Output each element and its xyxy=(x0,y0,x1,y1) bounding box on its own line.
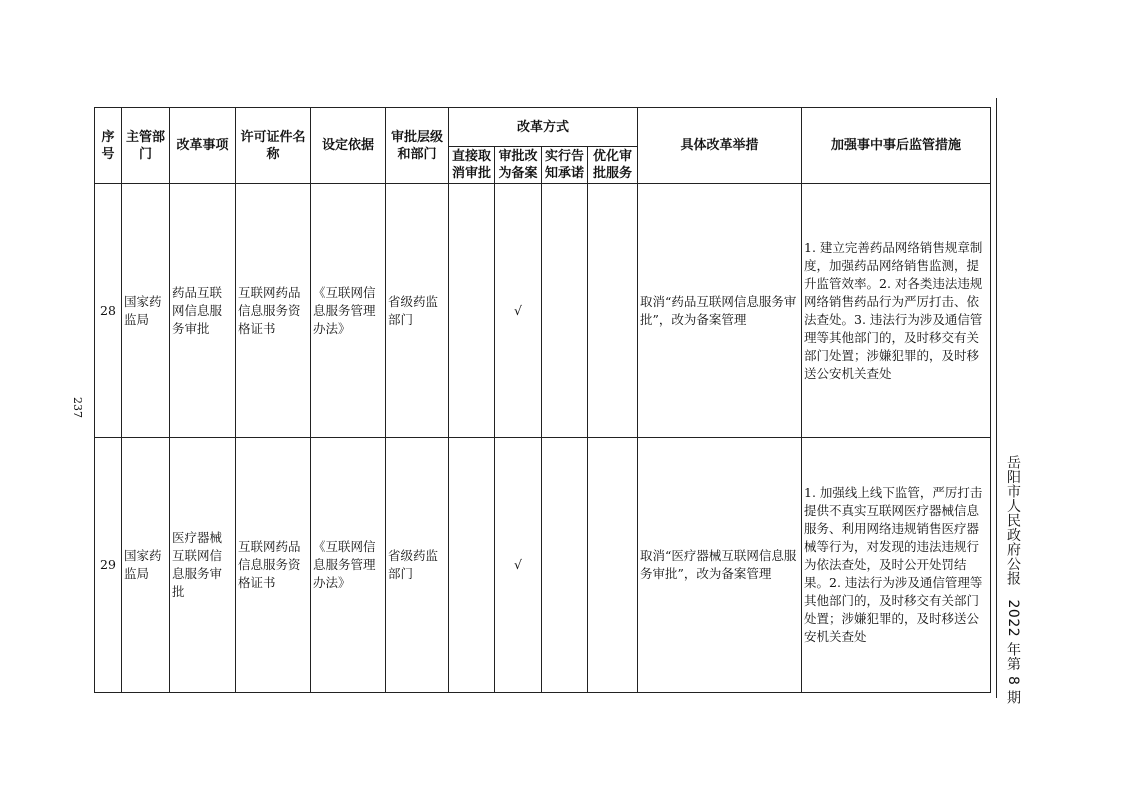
header-seq: 序号 xyxy=(95,108,122,184)
cell-notify-commitment xyxy=(542,438,588,693)
cell-department: 国家药监局 xyxy=(122,438,170,693)
cell-level: 省级药监部门 xyxy=(386,184,449,438)
margin-divider xyxy=(996,98,997,698)
header-item: 改革事项 xyxy=(170,108,236,184)
header-department: 主管部门 xyxy=(122,108,170,184)
header-measures: 具体改革举措 xyxy=(638,108,802,184)
cell-supervision: 1. 建立完善药品网络销售规章制度，加强药品网络销售监测，提升监管效率。2. 对各类违法违规网络销售药品行为严厉打击、依法查处。3. 违法行为涉及通信管理等其他部门的，及时移交有关部门处置；涉嫌犯罪的，及时移送公安机关查处 xyxy=(802,184,991,438)
cell-notify-commitment xyxy=(542,184,588,438)
cell-item: 医疗器械互联网信息服务审批 xyxy=(170,438,236,693)
header-basis: 设定依据 xyxy=(311,108,386,184)
cell-basis: 《互联网信息服务管理办法》 xyxy=(311,438,386,693)
cell-level: 省级药监部门 xyxy=(386,438,449,693)
cell-optimize-service xyxy=(588,438,638,693)
cell-optimize-service xyxy=(588,184,638,438)
table-row xyxy=(95,438,991,693)
header-optimize-service: 优化审批服务 xyxy=(588,147,638,184)
journal-title: 岳阳市人民政府公报 xyxy=(1005,455,1021,586)
cell-license: 互联网药品信息服务资格证书 xyxy=(236,184,311,438)
cell-department: 国家药监局 xyxy=(122,184,170,438)
cell-supervision: 1. 加强线上线下监管，严厉打击提供不真实互联网医疗器械信息服务、利用网络违规销售医疗器械等行为，对发现的违法违规行为依法查处，及时公开处罚结果。2. 违法行为涉及通信管理等其他部门的，及时移交有关部门处置；涉嫌犯罪的，及时移送公安机关查处 xyxy=(802,438,991,693)
cell-change-to-filing: √ xyxy=(495,438,542,693)
header-license: 许可证件名称 xyxy=(236,108,311,184)
journal-issue: 2022 年第 8 期 xyxy=(1005,599,1021,705)
cell-cancel-approval xyxy=(449,184,495,438)
cell-seq: 29 xyxy=(95,438,122,693)
cell-cancel-approval xyxy=(449,438,495,693)
journal-header xyxy=(1002,455,1024,705)
cell-measures: 取消“医疗器械互联网信息服务审批”，改为备案管理 xyxy=(638,438,802,693)
cell-basis: 《互联网信息服务管理办法》 xyxy=(311,184,386,438)
header-supervision: 加强事中事后监管措施 xyxy=(802,108,991,184)
cell-measures: 取消“药品互联网信息服务审批”，改为备案管理 xyxy=(638,184,802,438)
header-method: 改革方式 xyxy=(449,108,638,147)
cell-license: 互联网药品信息服务资格证书 xyxy=(236,438,311,693)
header-level: 审批层级和部门 xyxy=(386,108,449,184)
cell-change-to-filing: √ xyxy=(495,184,542,438)
header-notify-commitment: 实行告知承诺 xyxy=(542,147,588,184)
header-cancel-approval: 直接取消审批 xyxy=(449,147,495,184)
cell-seq: 28 xyxy=(95,184,122,438)
header-row xyxy=(95,108,991,147)
reform-table xyxy=(94,107,991,693)
table-row xyxy=(95,184,991,438)
cell-item: 药品互联网信息服务审批 xyxy=(170,184,236,438)
header-change-to-filing: 审批改为备案 xyxy=(495,147,542,184)
page-number: 237 xyxy=(71,397,84,418)
